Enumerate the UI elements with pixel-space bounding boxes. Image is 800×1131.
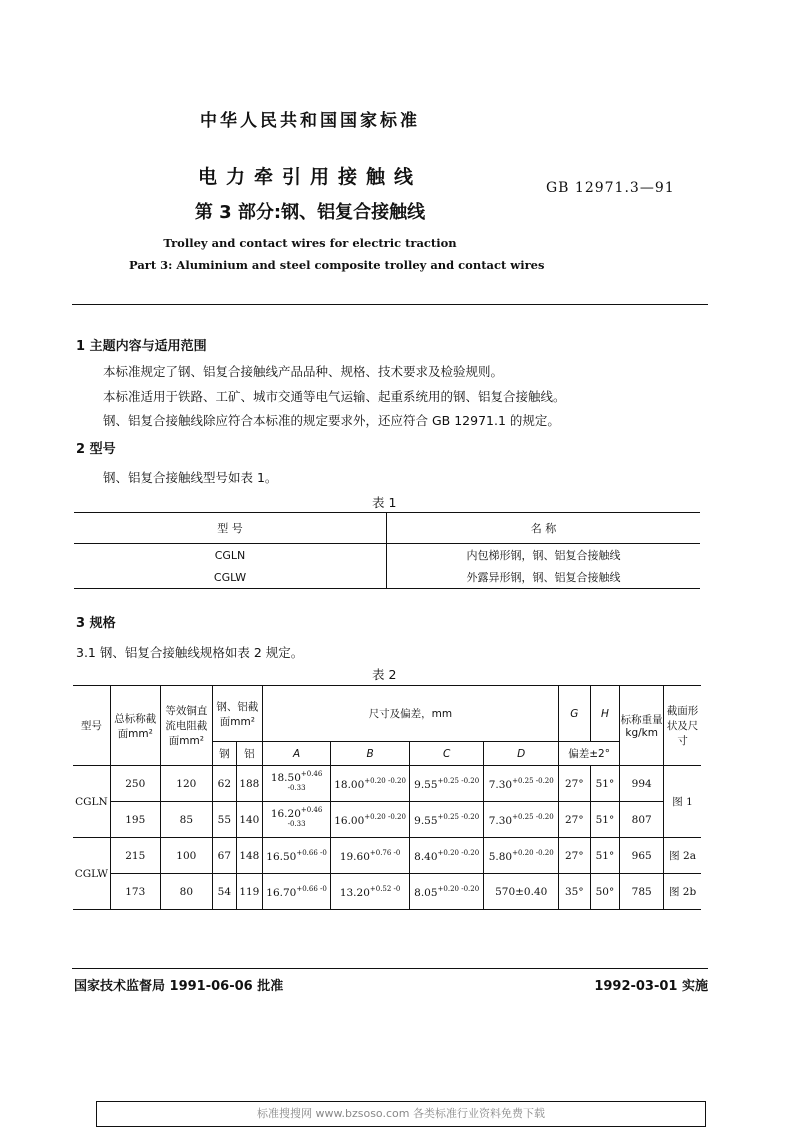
table-cell: CGLW [74, 566, 387, 589]
approval-note: 国家技术监督局 1991-06-06 批准 [74, 979, 284, 994]
weight-cell: 785 [620, 874, 664, 910]
dim-d-cell: 570±0.40 [484, 874, 559, 910]
col-header-angle-tol: 偏差±2° [558, 742, 619, 766]
section-1-paragraph: 钢、铝复合接触线除应符合本标准的规定要求外，还应符合 GB 12971.1 的规定。 [103, 413, 560, 428]
col-header-steel-al: 钢、铝截面mm² [212, 686, 262, 742]
shape-cell: 图 2b [664, 874, 701, 910]
shape-cell: 图 2a [664, 838, 701, 874]
implementation-date: 1992-03-01 实施 [594, 979, 708, 994]
col-header-c: C [409, 742, 484, 766]
equiv-cu-cell: 100 [160, 838, 212, 874]
dim-b-cell: $16.00^{+0.20 -0.20}$ [331, 802, 410, 838]
col-header-model: 型号 [73, 686, 110, 766]
al-cell: 140 [236, 802, 262, 838]
dim-c-cell: $9.55^{+0.25 -0.20}$ [409, 802, 484, 838]
equiv-cu-cell: 85 [160, 802, 212, 838]
document-title: 电力牵引用接触线 [197, 166, 422, 188]
angle-h-cell: 51° [590, 838, 620, 874]
shape-cell: 图 1 [664, 766, 701, 838]
dim-a-cell: $16.20^{+0.46 -0.33}$ [262, 802, 330, 838]
section-2-heading: 2 型号 [76, 442, 116, 457]
al-cell: 148 [236, 838, 262, 874]
steel-cell: 67 [212, 838, 236, 874]
equiv-cu-cell: 120 [160, 766, 212, 802]
dim-d-cell: $7.30^{+0.25 -0.20}$ [484, 802, 559, 838]
al-cell: 188 [236, 766, 262, 802]
table-row [74, 566, 700, 589]
table-header: 型 号 [74, 513, 387, 544]
angle-g-cell: 35° [558, 874, 590, 910]
col-header-d: D [484, 742, 559, 766]
table-2-caption: 表 2 [372, 667, 397, 682]
dim-c-cell: $9.55^{+0.25 -0.20}$ [409, 766, 484, 802]
table-1-caption: 表 1 [372, 495, 397, 510]
weight-cell: 965 [620, 838, 664, 874]
watermark-banner: 标准搜搜网 www.bzsoso.com 各类标准行业资料免费下载 [96, 1101, 706, 1127]
section-3-heading: 3 规格 [76, 616, 116, 631]
table-header: 名 称 [387, 513, 701, 544]
col-header-dims: 尺寸及偏差，mm [262, 686, 558, 742]
table-cell: 外露异形钢，钢、铝复合接触线 [466, 571, 621, 584]
weight-cell: 807 [620, 802, 664, 838]
table-1 [74, 512, 700, 589]
total-area-cell: 250 [110, 766, 160, 802]
col-header-steel: 钢 [212, 742, 236, 766]
steel-cell: 55 [212, 802, 236, 838]
col-header-a: A [262, 742, 330, 766]
steel-cell: 62 [212, 766, 236, 802]
angle-h-cell: 50° [590, 874, 620, 910]
footer-rule [72, 968, 708, 969]
col-header-h: H [590, 686, 620, 742]
dim-a-cell: $16.50^{+0.66 -0}$ [262, 838, 330, 874]
english-title: Trolley and contact wires for electric traction [163, 236, 457, 250]
dim-d-cell: $7.30^{+0.25 -0.20}$ [484, 766, 559, 802]
dim-d-cell: $5.80^{+0.20 -0.20}$ [484, 838, 559, 874]
dim-b-cell: $13.20^{+0.52 -0}$ [331, 874, 410, 910]
section-3-1-paragraph: 3.1 钢、铝复合接触线规格如表 2 规定。 [76, 645, 304, 660]
col-header-weight: 标称重量kg/km [620, 686, 664, 766]
table-cell: CGLN [74, 544, 387, 567]
dim-c-cell: $8.05^{+0.20 -0.20}$ [409, 874, 484, 910]
table-2 [73, 685, 701, 910]
table-row [73, 802, 701, 838]
section-1-heading: 1 主题内容与适用范围 [76, 339, 207, 354]
al-cell: 119 [236, 874, 262, 910]
steel-cell: 54 [212, 874, 236, 910]
table-row [73, 874, 701, 910]
header-rule [72, 304, 708, 305]
angle-g-cell: 27° [558, 838, 590, 874]
dim-a-cell: $16.70^{+0.66 -0}$ [262, 874, 330, 910]
total-area-cell: 173 [110, 874, 160, 910]
angle-g-cell: 27° [558, 766, 590, 802]
col-header-al: 铝 [236, 742, 262, 766]
dim-a-cell: $18.50^{+0.46 -0.33}$ [262, 766, 330, 802]
table-row [73, 838, 701, 874]
english-subtitle: Part 3: Aluminium and steel composite trolley and contact wires [129, 258, 545, 272]
total-area-cell: 195 [110, 802, 160, 838]
col-header-b: B [331, 742, 410, 766]
section-1-paragraph: 本标准规定了钢、铝复合接触线产品品种、规格、技术要求及检验规则。 [103, 364, 504, 379]
table-cell: 内包梯形钢，钢、铝复合接触线 [466, 549, 621, 562]
equiv-cu-cell: 80 [160, 874, 212, 910]
col-header-total-area: 总标称截面mm² [110, 686, 160, 766]
angle-h-cell: 51° [590, 802, 620, 838]
table-row [74, 544, 700, 567]
total-area-cell: 215 [110, 838, 160, 874]
org-title: 中华人民共和国国家标准 [200, 111, 420, 131]
col-header-equiv-cu: 等效铜直流电阻截面mm² [160, 686, 212, 766]
standard-code: GB 12971.3—91 [546, 180, 675, 196]
col-header-shape: 截面形状及尺寸 [664, 686, 701, 766]
dim-b-cell: $18.00^{+0.20 -0.20}$ [331, 766, 410, 802]
document-subtitle: 第 3 部分:钢、铝复合接触线 [194, 202, 426, 223]
dim-c-cell: $8.40^{+0.20 -0.20}$ [409, 838, 484, 874]
angle-g-cell: 27° [558, 802, 590, 838]
angle-h-cell: 51° [590, 766, 620, 802]
col-header-g: G [558, 686, 590, 742]
model-cell: CGLN [73, 766, 110, 838]
model-cell: CGLW [73, 838, 110, 910]
weight-cell: 994 [620, 766, 664, 802]
table-row [73, 766, 701, 802]
dim-b-cell: $19.60^{+0.76 -0}$ [331, 838, 410, 874]
section-1-paragraph: 本标准适用于铁路、工矿、城市交通等电气运输、起重系统用的钢、铝复合接触线。 [103, 389, 566, 404]
section-2-paragraph: 钢、铝复合接触线型号如表 1。 [103, 470, 278, 485]
